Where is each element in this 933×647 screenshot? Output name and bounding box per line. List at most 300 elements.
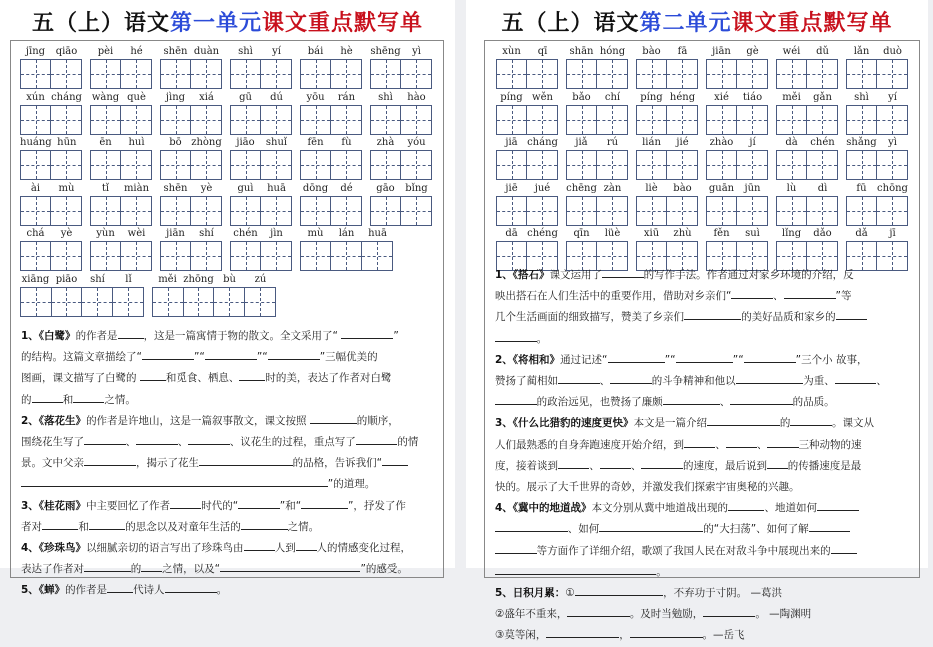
character-cell[interactable] (331, 151, 361, 179)
character-cell[interactable] (847, 106, 877, 134)
character-cell[interactable] (497, 60, 527, 88)
tianzige-cells[interactable] (566, 105, 628, 135)
question-line: 4、《珍珠鸟》以细腻亲切的语言写出了珍珠鸟由 人到 人的情感变化过程， (21, 538, 433, 559)
answer-blank[interactable] (495, 542, 537, 554)
pinyin-syllable: xiū (643, 228, 660, 239)
answer-blank[interactable] (546, 626, 619, 638)
answer-blank[interactable] (728, 499, 764, 511)
character-cell[interactable] (231, 151, 261, 179)
tianzige-cells[interactable] (160, 241, 222, 271)
character-cell[interactable] (121, 242, 151, 270)
pinyin-label (370, 182, 432, 196)
character-cell[interactable] (807, 106, 837, 134)
character-cell[interactable] (737, 106, 767, 134)
character-cell[interactable] (121, 151, 151, 179)
character-cell[interactable] (567, 197, 597, 225)
answer-blank[interactable] (809, 520, 851, 532)
character-cell[interactable] (371, 151, 401, 179)
character-cell[interactable] (877, 106, 907, 134)
character-cell[interactable] (113, 288, 143, 316)
answer-blank[interactable] (495, 520, 568, 532)
pinyin-syllable: zú (254, 273, 267, 285)
character-cell[interactable] (371, 106, 401, 134)
character-cell[interactable] (331, 197, 361, 225)
tianzige-cells[interactable] (160, 59, 222, 89)
character-cell[interactable] (261, 60, 291, 88)
answer-blank[interactable] (170, 497, 201, 509)
character-cell[interactable] (847, 197, 877, 225)
character-cell[interactable] (191, 197, 221, 225)
answer-blank[interactable] (382, 454, 408, 466)
pinyin-syllable: hè (340, 46, 353, 57)
pinyin-label (230, 182, 292, 196)
answer-blank[interactable] (703, 605, 755, 617)
answer-blank[interactable] (575, 584, 663, 596)
pinyin-label (636, 227, 698, 241)
character-cell[interactable] (877, 151, 907, 179)
character-cell[interactable] (807, 151, 837, 179)
character-cell[interactable] (667, 60, 697, 88)
word-row (485, 91, 919, 135)
answer-blank[interactable] (140, 369, 166, 381)
character-cell[interactable] (153, 288, 184, 316)
character-cell[interactable] (371, 60, 401, 88)
tianzige-cells[interactable] (496, 105, 558, 135)
character-cell[interactable] (877, 60, 907, 88)
character-cell[interactable] (667, 151, 697, 179)
pinyin-syllable: jiā (505, 137, 518, 148)
character-cell[interactable] (52, 288, 83, 316)
answer-blank[interactable] (676, 351, 733, 363)
character-cell[interactable] (231, 197, 261, 225)
tianzige-cells[interactable] (90, 105, 152, 135)
character-cell[interactable] (597, 197, 627, 225)
character-cell[interactable] (597, 151, 627, 179)
character-cell[interactable] (231, 242, 261, 270)
character-cell[interactable] (261, 197, 291, 225)
pinyin-syllable: duò (883, 46, 902, 57)
character-cell[interactable] (877, 197, 907, 225)
answer-blank[interactable] (736, 372, 804, 384)
tianzige-cells[interactable] (152, 287, 276, 317)
character-cell[interactable] (51, 106, 81, 134)
pinyin-label (706, 45, 768, 59)
character-cell[interactable] (847, 151, 877, 179)
answer-blank[interactable] (641, 457, 683, 469)
character-cell[interactable] (807, 197, 837, 225)
character-cell[interactable] (707, 197, 737, 225)
tianzige-cells[interactable] (776, 150, 838, 180)
character-cell[interactable] (301, 197, 331, 225)
character-cell[interactable] (51, 151, 81, 179)
tianzige-cells[interactable] (636, 196, 698, 226)
answer-blank[interactable] (107, 581, 133, 593)
tianzige-cells[interactable] (566, 150, 628, 180)
character-cell[interactable] (161, 197, 191, 225)
answer-blank[interactable] (767, 436, 798, 448)
tianzige-cells[interactable] (846, 105, 908, 135)
character-cell[interactable] (401, 106, 431, 134)
title-prefix: 五（上）语文 (501, 11, 640, 36)
answer-blank[interactable] (241, 518, 288, 530)
character-cell[interactable] (191, 60, 221, 88)
answer-blank[interactable] (835, 372, 877, 384)
character-cell[interactable] (667, 106, 697, 134)
tianzige-cells[interactable] (846, 196, 908, 226)
pinyin-label (566, 91, 628, 105)
character-cell[interactable] (777, 197, 807, 225)
answer-blank[interactable] (600, 457, 631, 469)
character-cell[interactable] (527, 60, 557, 88)
tianzige-cells[interactable] (706, 150, 768, 180)
character-cell[interactable] (777, 106, 807, 134)
tianzige-cells[interactable] (496, 196, 558, 226)
answer-blank[interactable] (220, 560, 360, 572)
answer-blank[interactable] (239, 369, 265, 381)
worksheet-page-unit-1 (0, 0, 455, 597)
character-cell[interactable] (91, 60, 121, 88)
answer-blank[interactable] (21, 475, 328, 487)
tianzige-cells[interactable] (160, 150, 222, 180)
answer-blank[interactable] (684, 436, 715, 448)
character-cell[interactable] (597, 60, 627, 88)
character-cell[interactable] (161, 242, 191, 270)
tianzige-cells[interactable] (706, 105, 768, 135)
tianzige-cells[interactable] (636, 105, 698, 135)
title-unit: 第一单元 (169, 11, 262, 36)
pinyin-label (776, 227, 838, 241)
tianzige-cells[interactable] (300, 59, 362, 89)
tianzige-cells[interactable] (20, 287, 144, 317)
answer-blank[interactable] (730, 393, 792, 405)
tianzige-cells[interactable] (90, 196, 152, 226)
tianzige-cells[interactable] (230, 150, 292, 180)
question-line: 度，接着谈到 、 、 的速度，最后说到 的传播速度是最 (495, 456, 909, 477)
character-cell[interactable] (91, 151, 121, 179)
answer-blank[interactable] (831, 542, 857, 554)
character-cell[interactable] (807, 60, 837, 88)
answer-blank[interactable] (495, 330, 537, 342)
character-cell[interactable] (214, 288, 245, 316)
tianzige-cells[interactable] (566, 196, 628, 226)
character-cell[interactable] (707, 151, 737, 179)
answer-blank[interactable] (684, 308, 741, 320)
character-cell[interactable] (401, 197, 431, 225)
answer-blank[interactable] (301, 497, 348, 509)
answer-blank[interactable] (610, 372, 652, 384)
tianzige-cells[interactable] (300, 196, 362, 226)
pinyin-syllable: tiáo (742, 91, 763, 103)
pinyin-label (370, 136, 432, 150)
tianzige-cells[interactable] (300, 105, 362, 135)
pinyin-syllable: mù (58, 182, 75, 194)
pinyin-syllable: yōu (306, 91, 325, 103)
character-cell[interactable] (51, 197, 81, 225)
tianzige-cells[interactable] (566, 59, 628, 89)
character-cell[interactable] (497, 197, 527, 225)
answer-blank[interactable] (567, 605, 629, 617)
answer-blank[interactable] (84, 454, 136, 466)
pinyin-syllable: jiān (712, 46, 731, 57)
answer-blank[interactable] (296, 539, 317, 551)
tianzige-cells[interactable] (230, 105, 292, 135)
tianzige-cells[interactable] (846, 150, 908, 180)
character-cell[interactable] (21, 197, 51, 225)
answer-blank[interactable] (558, 457, 589, 469)
character-cell[interactable] (21, 106, 51, 134)
tianzige-cells[interactable] (230, 196, 292, 226)
tianzige-cells[interactable] (160, 105, 222, 135)
answer-blank[interactable] (663, 393, 720, 405)
character-cell[interactable] (707, 106, 737, 134)
pinyin-label (152, 273, 276, 287)
answer-blank[interactable] (784, 287, 836, 299)
tianzige-cells[interactable] (370, 150, 432, 180)
character-cell[interactable] (737, 60, 767, 88)
tianzige-cells[interactable] (636, 150, 698, 180)
tianzige-cells[interactable] (300, 241, 393, 271)
character-cell[interactable] (121, 197, 151, 225)
character-cell[interactable] (91, 106, 121, 134)
pinyin-syllable: fū (856, 182, 867, 194)
title-suffix: 课文重点默写单 (731, 11, 893, 36)
character-cell[interactable] (51, 60, 81, 88)
tianzige-cells[interactable] (370, 59, 432, 89)
pinyin-label (566, 45, 628, 59)
character-cell[interactable] (371, 197, 401, 225)
tianzige-cells[interactable] (20, 105, 82, 135)
answer-blank[interactable] (84, 433, 126, 445)
character-cell[interactable] (777, 60, 807, 88)
answer-blank[interactable] (558, 372, 600, 384)
character-cell[interactable] (21, 151, 51, 179)
tianzige-cells[interactable] (230, 59, 292, 89)
pinyin-syllable: fā (677, 46, 688, 57)
pinyin-syllable: xiá (199, 91, 214, 103)
answer-blank[interactable] (341, 327, 393, 339)
character-cell[interactable] (91, 197, 121, 225)
answer-blank[interactable] (495, 563, 656, 575)
answer-blank[interactable] (836, 308, 867, 320)
character-cell[interactable] (121, 60, 151, 88)
character-cell[interactable] (301, 106, 331, 134)
character-cell[interactable] (161, 106, 191, 134)
character-cell[interactable] (245, 288, 275, 316)
answer-blank[interactable] (84, 560, 131, 572)
tianzige-cells[interactable] (20, 59, 82, 89)
answer-blank[interactable] (238, 497, 280, 509)
answer-blank[interactable] (726, 436, 757, 448)
tianzige-cells[interactable] (300, 150, 362, 180)
character-cell[interactable] (777, 151, 807, 179)
question-line: 3、《桂花雨》中主要回忆了作者 时代的“ ”和“ ”，抒发了作 (21, 496, 433, 517)
character-cell[interactable] (231, 106, 261, 134)
character-cell[interactable] (497, 151, 527, 179)
pinyin-label (706, 136, 768, 150)
pinyin-syllable: dì (817, 182, 828, 194)
word-row (11, 273, 443, 317)
pinyin-syllable: suì (745, 228, 760, 239)
character-cell[interactable] (527, 197, 557, 225)
tianzige-cells[interactable] (776, 105, 838, 135)
tianzige-cells[interactable] (160, 196, 222, 226)
pinyin-syllable: lǎn (853, 46, 870, 57)
character-cell[interactable] (527, 151, 557, 179)
character-cell[interactable] (231, 60, 261, 88)
pinyin-syllable: píng (500, 91, 523, 103)
character-cell[interactable] (91, 242, 121, 270)
answer-blank[interactable] (268, 348, 320, 360)
pinyin-label (300, 136, 362, 150)
pinyin-syllable: gū (239, 91, 252, 103)
tianzige-cells[interactable] (370, 105, 432, 135)
character-cell[interactable] (161, 151, 191, 179)
answer-blank[interactable] (42, 518, 78, 530)
answer-blank[interactable] (142, 348, 194, 360)
question-line: 快的。展示了大千世界的奇妙，并激发我们探索宇宙奥秘的兴趣。 (495, 481, 800, 494)
character-cell[interactable] (567, 106, 597, 134)
questions (21, 326, 433, 602)
character-cell[interactable] (21, 288, 52, 316)
character-cell[interactable] (737, 151, 767, 179)
tianzige-cells[interactable] (20, 150, 82, 180)
character-cell[interactable] (191, 242, 221, 270)
answer-blank[interactable] (188, 433, 230, 445)
character-cell[interactable] (637, 197, 667, 225)
word-row (485, 182, 919, 226)
character-cell[interactable] (737, 197, 767, 225)
tianzige-cells[interactable] (706, 59, 768, 89)
character-cell[interactable] (667, 197, 697, 225)
answer-blank[interactable] (205, 348, 257, 360)
answer-blank[interactable] (707, 414, 780, 426)
pinyin-syllable: duàn (193, 46, 220, 57)
answer-blank[interactable] (630, 626, 703, 638)
pinyin-syllable: bō (169, 137, 182, 148)
answer-blank[interactable] (165, 581, 217, 593)
character-cell[interactable] (184, 288, 215, 316)
answer-blank[interactable] (310, 412, 357, 424)
pinyin-syllable: jìn (270, 228, 283, 239)
character-cell[interactable] (161, 60, 191, 88)
answer-blank[interactable] (744, 351, 796, 363)
answer-blank[interactable] (495, 393, 537, 405)
tianzige-cells[interactable] (706, 196, 768, 226)
answer-blank[interactable] (118, 327, 144, 339)
character-cell[interactable] (497, 106, 527, 134)
character-cell[interactable] (637, 151, 667, 179)
character-cell[interactable] (51, 242, 81, 270)
tianzige-cells[interactable] (846, 59, 908, 89)
character-cell[interactable] (301, 242, 331, 270)
pinyin-syllable: yè (200, 182, 213, 194)
tianzige-cells[interactable] (20, 196, 82, 226)
tianzige-cells[interactable] (230, 241, 292, 271)
pinyin-syllable: dǎ (855, 228, 868, 239)
character-cell[interactable] (401, 151, 431, 179)
question-line: 5、日积月累：① ，不弃功于寸阴。 —葛洪 (495, 583, 909, 604)
tianzige-cells[interactable] (496, 59, 558, 89)
character-cell[interactable] (301, 151, 331, 179)
tianzige-cells[interactable] (776, 196, 838, 226)
tianzige-cells[interactable] (776, 59, 838, 89)
tianzige-cells[interactable] (90, 59, 152, 89)
character-cell[interactable] (707, 60, 737, 88)
pinyin-label (230, 136, 292, 150)
tianzige-cells[interactable] (496, 150, 558, 180)
answer-blank[interactable] (141, 560, 162, 572)
answer-blank[interactable] (767, 457, 788, 469)
answer-blank[interactable] (32, 391, 63, 403)
tianzige-cells[interactable] (370, 196, 432, 226)
answer-blank[interactable] (599, 520, 703, 532)
character-cell[interactable] (527, 106, 557, 134)
answer-blank[interactable] (73, 391, 104, 403)
character-cell[interactable] (261, 106, 291, 134)
answer-blank[interactable] (89, 518, 125, 530)
character-cell[interactable] (637, 106, 667, 134)
character-cell[interactable] (567, 60, 597, 88)
character-cell[interactable] (261, 151, 291, 179)
character-cell[interactable] (331, 242, 361, 270)
pinyin-syllable: guān (708, 182, 735, 194)
tianzige-cells[interactable] (90, 150, 152, 180)
character-cell[interactable] (121, 106, 151, 134)
character-cell[interactable] (847, 60, 877, 88)
character-cell[interactable] (191, 151, 221, 179)
pinyin-syllable: jī (889, 228, 896, 239)
pinyin-label (496, 91, 558, 105)
answer-blank[interactable] (731, 287, 773, 299)
pinyin-syllable: wèi (127, 228, 146, 239)
answer-blank[interactable] (817, 499, 859, 511)
character-cell[interactable] (567, 151, 597, 179)
character-cell[interactable] (597, 106, 627, 134)
questions (495, 265, 909, 647)
question-line: 人们最熟悉的自身奔跑速度开始介绍，到 、 、 三种动物的速 (495, 435, 909, 456)
answer-blank[interactable] (199, 454, 293, 466)
character-cell[interactable] (331, 106, 361, 134)
tianzige-cells[interactable] (90, 241, 152, 271)
tianzige-cells[interactable] (20, 241, 82, 271)
character-cell[interactable] (301, 60, 331, 88)
character-cell[interactable] (82, 288, 113, 316)
character-cell[interactable] (261, 242, 291, 270)
character-cell[interactable] (21, 242, 51, 270)
character-cell[interactable] (401, 60, 431, 88)
answer-blank[interactable] (608, 351, 665, 363)
character-cell[interactable] (637, 60, 667, 88)
answer-blank[interactable] (356, 433, 398, 445)
character-cell[interactable] (21, 60, 51, 88)
character-cell[interactable] (191, 106, 221, 134)
character-cell[interactable] (331, 60, 361, 88)
answer-blank[interactable] (790, 414, 832, 426)
answer-blank[interactable] (602, 266, 644, 278)
pinyin-syllable: dǔ (816, 46, 829, 57)
character-cell[interactable] (362, 242, 392, 270)
pinyin-label (20, 136, 82, 150)
tianzige-cells[interactable] (636, 59, 698, 89)
pinyin-syllable: bào (673, 182, 692, 194)
pinyin-label (566, 136, 628, 150)
answer-blank[interactable] (136, 433, 178, 445)
pinyin-syllable: mù (307, 228, 324, 239)
answer-blank[interactable] (244, 539, 275, 551)
pinyin-syllable: chōng (877, 182, 908, 194)
pinyin-syllable: yì (412, 46, 421, 57)
pinyin-syllable: chéng (527, 228, 558, 239)
